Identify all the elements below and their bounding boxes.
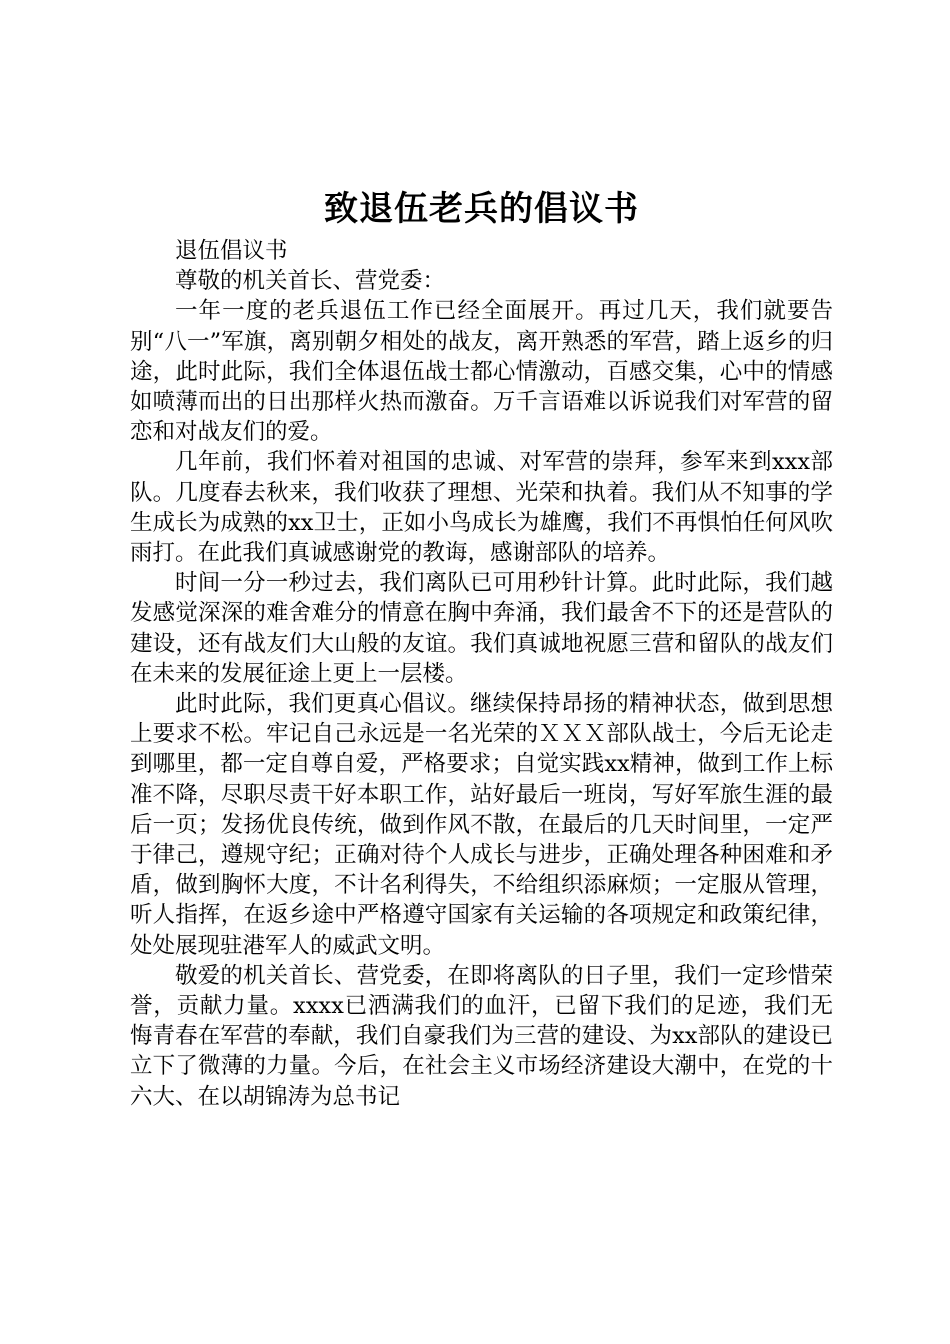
salutation-paragraph: 尊敬的机关首长、营党委： — [175, 268, 446, 295]
subtitle-paragraph: 退伍倡议书 — [175, 238, 288, 264]
document-body — [130, 236, 833, 1112]
body-paragraph: 几年前，我们怀着对祖国的忠诚、对军营的崇拜，参军来到xxx部队。几度春去秋来，我们收获了理想、光荣和执着。我们从不知事的学生成长为成熟的xx卫士，正如小鸟成长为雄鹰，我们不再惧怕任何风吹雨打。在此我们真诚感谢党的教诲，感谢部队的培养。 — [130, 449, 833, 567]
document-page — [130, 182, 833, 1112]
body-paragraph: 此时此际，我们更真心倡议。继续保持昂扬的精神状态，做到思想上要求不松。牢记自己永远是一名光荣的ＸＸＸ部队战士，今后无论走到哪里，都一定自尊自爱，严格要求；自觉实践xx精神，做到工作上标准不降，尽职尽责干好本职工作，站好最后一班岗，写好军旅生涯的最后一页；发扬优良传统，做到作风不散，在最后的几天时间里，一定严于律己，遵规守纪；正确对待个人成长与进步，正确处理各种困难和矛盾，做到胸怀大度，不计名利得失，不给组织添麻烦；一定服从管理，听人指挥，在返乡途中严格遵守国家有关运输的各项规定和政策纪律，处处展现驻港军人的威武文明。 — [130, 691, 833, 959]
body-paragraph: 敬爱的机关首长、营党委，在即将离队的日子里，我们一定珍惜荣誉，贡献力量。xxxx已洒满我们的血汗，已留下我们的足迹，我们无悔青春在军营的奉献，我们自豪我们为三营的建设、为xx部队的建设已立下了微薄的力量。今后，在社会主义市场经济建设大潮中，在党的十六大、在以胡锦涛为总书记 — [130, 962, 833, 1110]
body-paragraph: 时间一分一秒过去，我们离队已可用秒针计算。此时此际，我们越发感觉深深的难舍难分的情意在胸中奔涌，我们最舍不下的还是营队的建设，还有战友们大山般的友谊。我们真诚地祝愿三营和留队的战友们在未来的发展征途上更上一层楼。 — [130, 570, 833, 687]
document-title: 致退伍老兵的倡议书 — [324, 189, 639, 229]
body-paragraph: 一年一度的老兵退伍工作已经全面展开。再过几天，我们就要告别“八一”军旗，离别朝夕相处的战友，离开熟悉的军营，踏上返乡的归途，此时此际，我们全体退伍战士都心情激动，百感交集，心中的情感如喷薄而出的日出那样火热而激奋。万千言语难以诉说我们对军营的留恋和对战友们的爱。 — [130, 298, 833, 446]
